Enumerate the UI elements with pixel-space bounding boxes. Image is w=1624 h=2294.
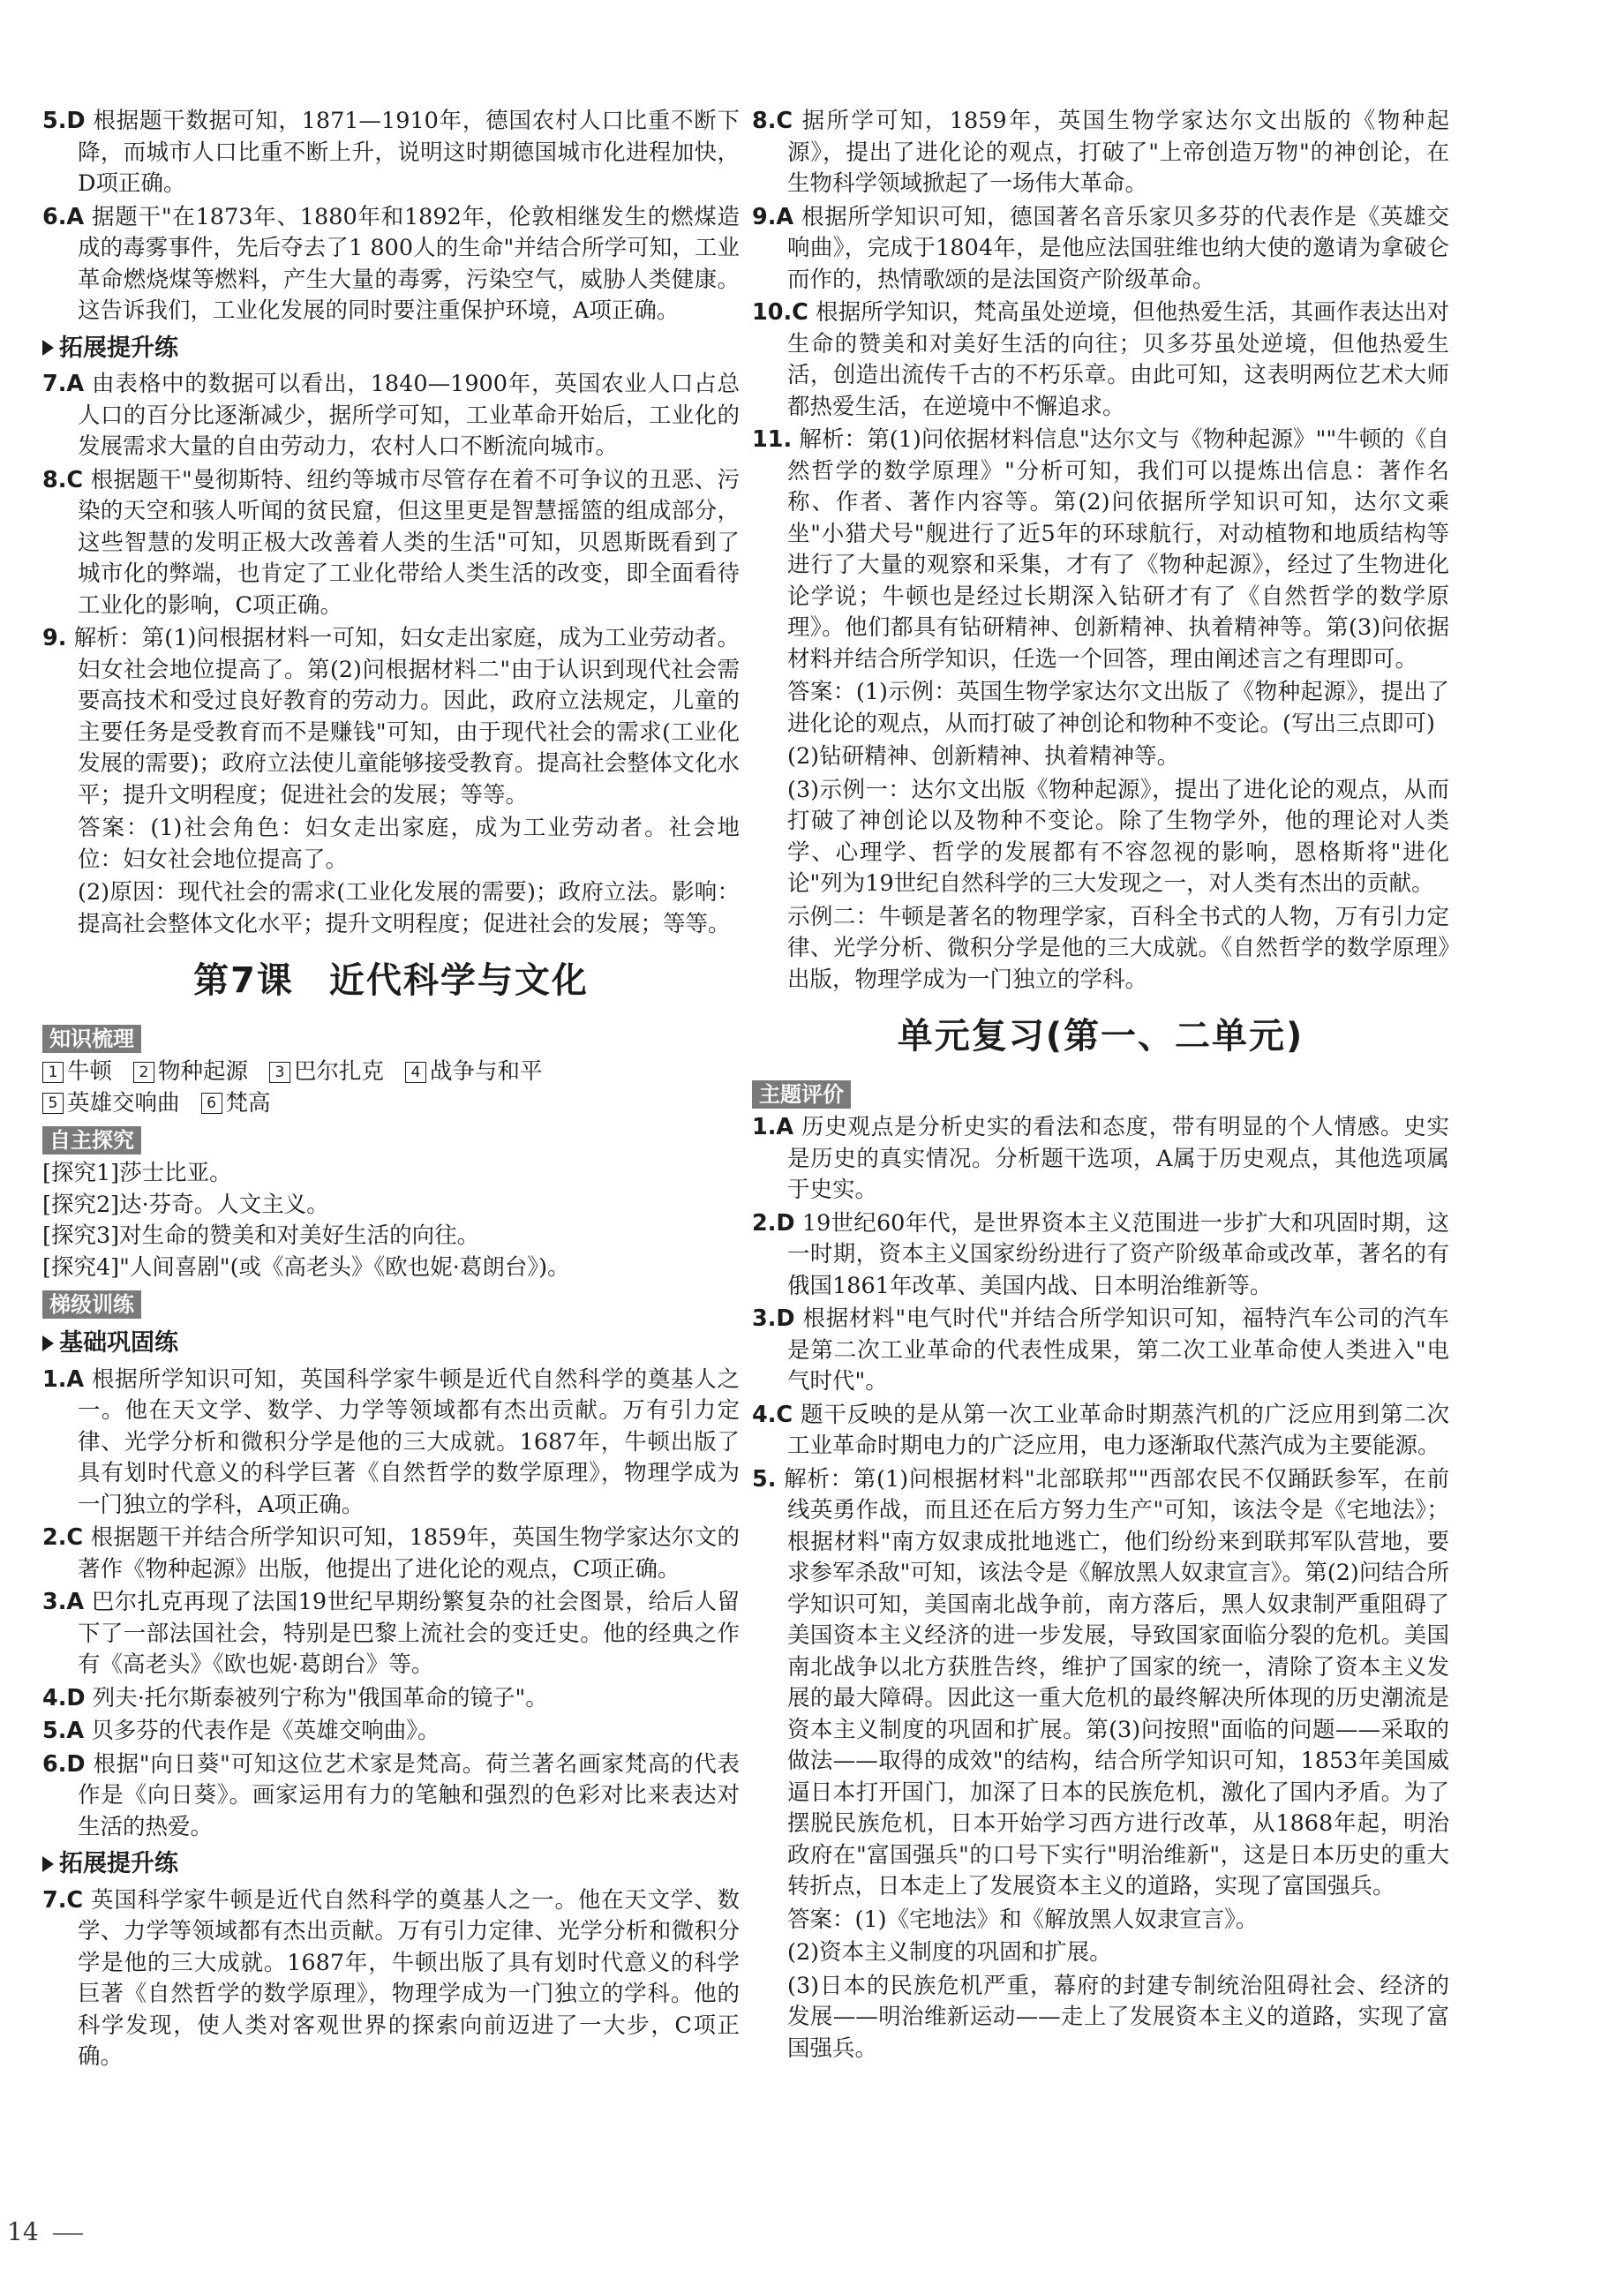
knowledge-text: 牛顿	[67, 1058, 113, 1085]
answer-item	[42, 1716, 740, 1748]
answer-item	[752, 1304, 1449, 1398]
section-subhead	[42, 1848, 740, 1880]
answer-item	[42, 202, 740, 327]
answer-number: 8.C	[752, 108, 793, 134]
answer-text: 解析：第(1)问依据材料信息"达尔文与《物种起源》""牛顿的《自然哲学的数学原理》"分析可知，我们可以提炼出信息：著作名称、作者、著作内容等。第(2)问依据所学知识可知，达尔文乘坐"小猎犬号"舰进行了近5年的环球航行，对动植物和地质结构等进行了大量的观察和采集，才有了《物种起源》，经过了生物进化论学说；牛顿也是经过长期深入钻研才有了《自然哲学的数学原理》。他们都具有钻研精神、创新精神、执着精神等。第(3)问依据材料并结合所学知识，任选一个回答，理由阐述言之有理即可。	[787, 426, 1450, 673]
answer-item	[752, 106, 1449, 200]
answer-number: 1.A	[752, 1114, 794, 1140]
answer-number: 9.A	[752, 203, 794, 230]
knowledge-text: 巴尔扎克	[294, 1058, 385, 1085]
number-box: 4	[405, 1062, 426, 1083]
answer-item	[752, 1112, 1449, 1207]
answer-paragraph: (2)钻研精神、创新精神、执着精神等。	[787, 743, 1180, 770]
answer-number: 2.C	[42, 1524, 84, 1551]
answer-text: 19世纪60年代，是世界资本主义范围进一步扩大和巩固时期，这一时期，资本主义国家纷纷进行了资产阶级革命或改革，著名的有俄国1861年改革、美国内战、日本明治维新等。	[787, 1209, 1450, 1299]
answer-text: 根据题干"曼彻斯特、纽约等城市尽管存在着不可争议的丑恶、污染的天空和骇人听闻的贫民窟，但这里更是智慧摇篮的组成部分，这些智慧的发明正极大改善着人类的生活"可知，贝恩斯既看到了城市化的弊端，也肯定了工业化带给人类生活的改变，即全面看待工业化的影响，C项正确。	[78, 466, 740, 619]
answer-item	[752, 297, 1449, 423]
answer-paragraph: 答案：(1)示例：英国生物学家达尔文出版了《物种起源》，提出了进化论的观点，从而打破了神创论和物种不变论。(写出三点即可)	[787, 679, 1449, 737]
answer-number: 2.D	[752, 1209, 795, 1237]
knowledge-item	[133, 1057, 248, 1088]
answer-text: 根据题干数据可知，1871—1910年，德国农村人口比重不断下降，而城市人口比重不断上升，说明这时期德国城市化进程加快，D项正确。	[78, 108, 741, 197]
answer-item	[42, 106, 740, 200]
answer-item	[752, 1400, 1449, 1463]
answer-number: 5.D	[42, 108, 86, 134]
knowledge-item	[201, 1088, 271, 1120]
answer-paragraph: (3)日本的民族危机严重，幕府的封建专制统治阻碍社会、经济的发展——明治维新运动——走上了发展资本主义的道路，实现了富国强兵。	[787, 1972, 1449, 2062]
answer-number: 7.C	[42, 1886, 84, 1914]
answer-text: 据题干"在1873年、1880年和1892年，伦敦相继发生的燃煤造成的毒雾事件，先后夺去了1 800人的生命"并结合所学可知，工业革命燃烧煤等燃料，产生大量的毒雾，污染空气，威胁人类健康。这告诉我们，工业化发展的同时要注重保护环境，A项正确。	[78, 203, 740, 324]
number-box: 5	[42, 1093, 64, 1114]
answer-number: 6.A	[42, 203, 85, 230]
knowledge-row	[42, 1088, 740, 1120]
answer-number: 3.D	[752, 1305, 795, 1332]
answer-item	[42, 1683, 740, 1715]
answer-paragraph: (2)资本主义制度的巩固和扩展。	[787, 1939, 1112, 1966]
answer-item	[42, 1365, 740, 1522]
number-box: 6	[201, 1093, 222, 1114]
knowledge-item	[42, 1057, 112, 1088]
answer-text: 据所学可知，1859年，英国生物学家达尔文出版的《物种起源》，提出了进化论的观点，打破了"上帝创造万物"的神创论，在生物科学领域掀起了一场伟大革命。	[787, 108, 1449, 197]
answer-number: 5.A	[42, 1718, 85, 1744]
knowledge-text: 英雄交响曲	[67, 1089, 180, 1117]
answer-number: 9.	[42, 625, 67, 651]
left-column	[42, 106, 740, 2075]
page-number: 14	[7, 2217, 39, 2246]
answer-text: 解析：第(1)问根据材料一可知，妇女走出家庭，成为工业劳动者。妇女社会地位提高了。第(2)问根据材料二"由于认识到现代社会需要高技术和受过良好教育的劳动力。因此，政府立法规定，儿童的主要任务是受教育而不是赚钱"可知，由于现代社会的需求(工业化发展的需要)；政府立法使儿童能够接受教育。提高社会整体文化水平；提升文明程度；促进社会的发展；等等。	[73, 625, 741, 809]
answer-paragraph: (2)原因：现代社会的需求(工业化发展的需要)；政府立法。影响：提高社会整体文化水平；提升文明程度；促进社会的发展；等等。	[78, 879, 740, 937]
answer-paragraph: 示例二：牛顿是著名的物理学家，百科全书式的人物，万有引力定律、光学分析、微积分学是他的三大成就。《自然哲学的数学原理》出版，物理学成为一门独立的学科。	[787, 903, 1449, 993]
answer-number: 4.D	[42, 1684, 86, 1711]
answer-item	[752, 1464, 1449, 1903]
answer-text: 题干反映的是从第一次工业革命时期蒸汽机的广泛应用到第二次工业革命时期电力的广泛应用，电力逐渐取代蒸汽成为主要能源。	[787, 1401, 1449, 1459]
answer-text: 英国科学家牛顿是近代自然科学的奠基人之一。他在天文学、数学、力学等领域都有杰出贡献。万有引力定律、光学分析和微积分学是他的三大成就。1687年，牛顿出版了具有划时代意义的科学巨著《自然哲学的数学原理》，物理学成为一门独立的学科。他的科学发现，使人类对客观世界的探索向前迈进了一大步，C项正确。	[78, 1886, 740, 2070]
knowledge-item	[269, 1057, 384, 1088]
lesson-title	[42, 952, 740, 1009]
section-box-heading: 自主探究	[42, 1126, 141, 1155]
answer-number: 6.D	[42, 1750, 86, 1778]
subhead-label: 拓展提升练	[59, 334, 178, 362]
section-box-heading: 知识梳理	[42, 1025, 141, 1053]
answer-number: 4.C	[752, 1401, 793, 1428]
knowledge-text: 梵高	[225, 1089, 271, 1117]
answer-number: 7.A	[42, 371, 85, 397]
section-subhead	[42, 333, 740, 365]
answer-number: 5.	[752, 1465, 777, 1493]
knowledge-item	[42, 1088, 180, 1120]
answer-paragraph: (3)示例一：达尔文出版《物种起源》，提出了进化论的观点，从而打破了神创论以及物种不变论。除了生物学外，他的理论对人类学、心理学、哲学的发展都有不容忽视的影响，恩格斯将"进化论"列为19世纪自然科学的三大发现之一，对人类有杰出的贡献。	[787, 776, 1449, 897]
lesson-name: 近代科学与文化	[328, 960, 589, 1001]
number-box: 1	[42, 1062, 64, 1083]
answer-number: 1.A	[42, 1365, 85, 1393]
answer-item	[42, 369, 740, 463]
answer-number: 11.	[752, 426, 793, 453]
answer-text: 根据所学知识，梵高虽处逆境，但他热爱生活，其画作表达出对生命的赞美和对美好生活的向往；贝多芬虽处逆境，但他热爱生活，创造出流传千古的不朽乐章。由此可知，这表明两位艺术大师都热爱生活，在逆境中不懈追求。	[787, 299, 1449, 420]
answer-item	[752, 202, 1449, 297]
answer-text: 解析：第(1)问根据材料"北部联邦""西部农民不仅踊跃参军，在前线英勇作战，而且还在后方努力生产"可知，该法令是《宅地法》；根据材料"南方奴隶成批地逃亡，他们纷纷来到联邦军队营地，要求参军杀敌"可知，该法令是《解放黑人奴隶宣言》。第(2)问结合所学知识可知，美国南北战争前，南方落后，黑人奴隶制严重阻碍了美国资本主义经济的进一步发展，导致国家面临分裂的危机。美国南北战争以北方获胜告终，维护了国家的统一，清除了资本主义发展的最大障碍。因此这一重大危机的最终解决所体现的历史潮流是资本主义制度的巩固和扩展。第(3)问按照"面临的问题——采取的做法——取得的成效"的结构，结合所学知识可知，1853年美国威逼日本打开国门，加深了日本的民族危机，激化了国内矛盾。为了摆脱民族危机，日本开始学习西方进行改革，从1868年起，明治政府在"富国强兵"的口号下实行"明治维新"，这是日本历史的重大转折点，日本走上了发展资本主义的道路，实现了富国强兵。	[784, 1465, 1450, 1899]
answer-number: 10.C	[752, 299, 808, 326]
answer-item	[42, 623, 740, 811]
answer-text: 根据所学知识可知，英国科学家牛顿是近代自然科学的奠基人之一。他在天文学、数学、力学等领域都有杰出贡献。万有引力定律、光学分析和微积分学是他的三大成就。1687年，牛顿出版了具有划时代意义的科学巨著《自然哲学的数学原理》，物理学成为一门独立的学科，A项正确。	[78, 1365, 740, 1518]
answer-item	[42, 1523, 740, 1585]
explore-line: [探究3]对生命的赞美和对美好生活的向往。	[42, 1222, 480, 1249]
section-box-heading: 主题评价	[752, 1080, 851, 1109]
answer-item	[42, 1587, 740, 1681]
knowledge-row	[42, 1057, 740, 1088]
number-box: 2	[133, 1062, 154, 1083]
answer-number: 8.C	[42, 466, 84, 493]
answer-item	[42, 465, 740, 622]
explore-line: [探究4]"人间喜剧"(或《高老头》《欧也妮·葛朗台》)。	[42, 1253, 570, 1281]
knowledge-item	[405, 1057, 543, 1088]
knowledge-text: 物种起源	[158, 1058, 249, 1085]
lesson-number: 第7课	[193, 960, 294, 1001]
answer-text: 历史观点是分析史实的看法和态度，带有明显的个人情感。史实是历史的真实情况。分析题干选项，A属于历史观点，其他选项属于史实。	[787, 1114, 1449, 1203]
answer-item	[42, 1885, 740, 2073]
number-box: 3	[269, 1062, 290, 1083]
answer-number: 3.A	[42, 1589, 85, 1615]
answer-item	[752, 1208, 1449, 1303]
answer-paragraph: 答案：(1)社会角色：妇女走出家庭，成为工业劳动者。社会地位：妇女社会地位提高了。	[78, 815, 740, 873]
triangle-icon	[42, 340, 54, 356]
answer-text: 由表格中的数据可以看出，1840—1900年，英国农业人口占总人口的百分比逐渐减少，据所学可知，工业革命开始后，工业化的发展需求大量的自由劳动力，农村人口不断流向城市。	[78, 371, 741, 460]
answer-text: 巴尔扎克再现了法国19世纪早期纷繁复杂的社会图景，给后人留下了一部法国社会，特别是巴黎上流社会的变迁史。他的经典之作有《高老头》《欧也妮·葛朗台》等。	[78, 1589, 741, 1678]
answer-text: 根据"向日葵"可知这位艺术家是梵高。荷兰著名画家梵高的代表作是《向日葵》。画家运用有力的笔触和强烈的色彩对比来表达对生活的热爱。	[78, 1750, 740, 1840]
triangle-icon	[42, 1335, 54, 1351]
answer-text: 根据所学知识可知，德国著名音乐家贝多芬的代表作是《英雄交响曲》，完成于1804年，是他应法国驻维也纳大使的邀请为拿破仑而作的，热情歌颂的是法国资产阶级革命。	[787, 203, 1449, 293]
answer-text: 根据题干并结合所学知识可知，1859年，英国生物学家达尔文的著作《物种起源》出版，他提出了进化论的观点，C项正确。	[78, 1524, 740, 1583]
subhead-label: 基础巩固练	[59, 1329, 178, 1357]
answer-item	[42, 1749, 740, 1844]
answer-paragraph: 答案：(1)《宅地法》和《解放黑人奴隶宣言》。	[787, 1906, 1259, 1933]
page-number-rule	[53, 2233, 83, 2235]
right-column	[752, 106, 1449, 2066]
subhead-label: 拓展提升练	[59, 1850, 178, 1877]
answer-text: 根据材料"电气时代"并结合所学知识可知，福特汽车公司的汽车是第二次工业革命的代表性成果，第二次工业革命使人类进入"电气时代"。	[787, 1305, 1449, 1395]
answer-item	[752, 425, 1449, 675]
section-box-heading: 梯级训练	[42, 1290, 141, 1319]
explore-line: [探究1]莎士比亚。	[42, 1160, 232, 1186]
unit-review-title: 单元复习(第一、二单元)	[897, 1016, 1304, 1057]
section-subhead	[42, 1328, 740, 1359]
answer-text: 列夫·托尔斯泰被列宁称为"俄国革命的镜子"。	[92, 1684, 548, 1711]
explore-line: [探究2]达·芬奇。人文主义。	[42, 1191, 329, 1218]
triangle-icon	[42, 1856, 54, 1872]
knowledge-text: 战争与和平	[430, 1058, 543, 1085]
answer-text: 贝多芬的代表作是《英雄交响曲》。	[91, 1718, 440, 1744]
